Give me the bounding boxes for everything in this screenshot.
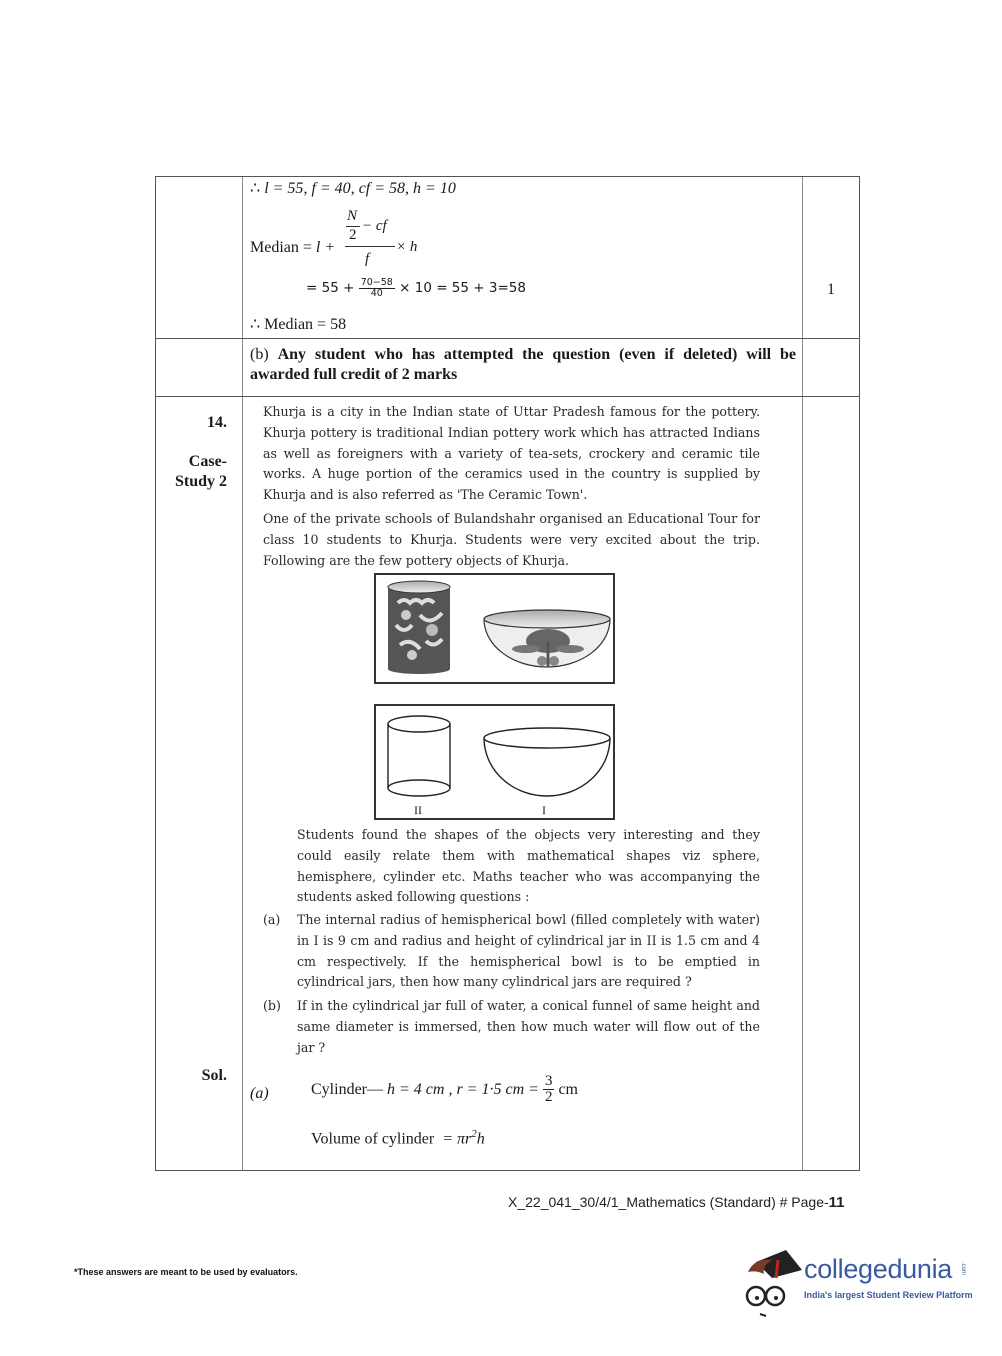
- full-credit-note: [250, 345, 796, 385]
- question-number: 14.: [207, 414, 227, 431]
- fraction-denominator: 40: [370, 287, 383, 299]
- hemisphere-label: I: [542, 803, 546, 817]
- given-l: l = 55: [264, 180, 304, 197]
- formula-numerator-n: [347, 208, 357, 225]
- pottery-photo-illustration: [376, 575, 613, 682]
- volume-exponent: 2: [471, 1128, 477, 1140]
- n-symbol: N: [347, 208, 358, 224]
- part-b-text: [297, 996, 760, 1058]
- brand-name: collegedunia: [804, 1254, 953, 1284]
- volume-label: Volume of cylinder: [311, 1130, 435, 1148]
- question-type: [160, 452, 227, 492]
- times-h: × h: [396, 239, 418, 255]
- therefore-symbol: ∴: [250, 180, 261, 197]
- question-type-line1: Case-: [188, 453, 227, 470]
- para1-text: Khurja is a city in the Indian state of Uttar Pradesh famous for the pottery. Khurja pottery is traditional Indian pottery work which has attracted Indians as well as foreigners with a variety of tea-sets, crockery and ceramic tile works. A huge portion of the ceramics used in the country is supplied by Khurja and is also referred as 'The Ceramic Town'.: [263, 404, 760, 503]
- document-id: [508, 1194, 845, 1211]
- radius-fraction-num: 3: [544, 1073, 553, 1089]
- formula-numerator-two: [349, 227, 357, 244]
- evaluator-disclaimer: *These answers are meant to be used by evaluators.: [74, 1267, 298, 1277]
- cylinder-label: II: [414, 803, 422, 817]
- case-study-para3: [297, 825, 760, 908]
- solution-label: Sol.: [201, 1067, 227, 1084]
- two-symbol: 2: [349, 227, 357, 243]
- question-type-line2: Study 2: [174, 473, 227, 490]
- minus-cf: − cf: [362, 218, 387, 234]
- mascot-icon: [742, 1248, 804, 1320]
- f-symbol: f: [365, 251, 370, 267]
- case-study-para1: [263, 402, 760, 506]
- row-divider-1: [156, 338, 859, 339]
- note-text: Any student who has attempted the question (even if deleted) will be awarded full credit of 2 marks: [250, 346, 797, 383]
- fraction-numerator: 70−58: [360, 277, 393, 288]
- radius-fraction-den: 2: [544, 1089, 553, 1105]
- given-f: f = 40: [311, 180, 351, 197]
- formula-times-h: [396, 239, 417, 256]
- part-a-text: [297, 910, 760, 993]
- formula-minus-cf: [362, 218, 387, 235]
- page-number: 11: [828, 1194, 845, 1211]
- solution-line1: [311, 1074, 578, 1105]
- solution-part-label: (a): [250, 1085, 269, 1102]
- median-substitution: [306, 278, 526, 298]
- cylinder-height: h = 4 cm ,: [387, 1080, 453, 1098]
- shapes-diagram-figure: [374, 704, 615, 820]
- hemisphere-outline-icon: [484, 728, 610, 796]
- median-givens: ∴ l = 55, f = 40, cf = 58, h = 10: [250, 180, 456, 197]
- part-a-label: (a): [263, 912, 281, 927]
- decorated-bowl-icon: [484, 610, 610, 667]
- median-label: Median =: [250, 239, 316, 256]
- cylinder-prefix: Cylinder—: [311, 1080, 383, 1098]
- median-conclusion: ∴ Median = 58: [250, 316, 347, 333]
- brand-domain: .com: [960, 1262, 966, 1276]
- part-b-question: If in the cylindrical jar full of water, a conical funnel of same height and same diameter is immersed, then how much water will flow out of the jar ?: [297, 998, 760, 1055]
- formula-denominator: [365, 251, 369, 268]
- volume-formula: = πr: [442, 1130, 472, 1148]
- main-fraction-bar: [345, 246, 395, 247]
- cylinder-radius: r = 1·5 cm =: [456, 1080, 539, 1098]
- radius-unit: cm: [558, 1080, 578, 1098]
- marks-value: 1: [827, 281, 835, 298]
- formula-l: l +: [315, 239, 336, 256]
- case-study-para2: [263, 509, 760, 571]
- given-h: h = 10: [413, 180, 456, 197]
- decorated-jar-icon: [388, 581, 450, 674]
- column-divider-2: [802, 177, 803, 1170]
- substitution-suffix: × 10 = 55 + 3=58: [399, 280, 526, 296]
- volume-h: h: [476, 1130, 485, 1148]
- brand-tagline: India's largest Student Review Platform: [804, 1290, 973, 1300]
- document-id-text: X_22_041_30/4/1_Mathematics (Standard) # Page-: [508, 1194, 829, 1210]
- part-b-label: (b): [263, 998, 281, 1013]
- part-a-question: The internal radius of hemispherical bowl (filled completely with water) in I is 9 cm and radius and height of cylindrical jar in II is 1.5 cm and 4 cm respectively. If the hemispherical bowl is to be emptied in cylindrical jars, then how many cylindrical jars are required ?: [297, 912, 760, 990]
- para3-text: Students found the shapes of the objects very interesting and they could easily relate them with mathematical shapes viz sphere, hemisphere, cylinder etc. Maths teacher who was accompanying the students asked following questions :: [297, 827, 760, 905]
- substitution-fraction: [359, 278, 395, 298]
- shapes-diagram-illustration: [376, 706, 613, 818]
- given-cf: cf = 58: [358, 180, 406, 197]
- solution-line2: [311, 1128, 485, 1148]
- cylinder-outline-icon: [388, 716, 450, 796]
- radius-fraction: [543, 1074, 555, 1105]
- row-divider-2: [156, 396, 859, 397]
- column-divider-1: [242, 177, 243, 1170]
- note-part-label: (b): [250, 346, 269, 363]
- substitution-prefix: = 55 +: [306, 280, 355, 296]
- para2-text: One of the private schools of Bulandshahr organised an Educational Tour for class 10 students to Khurja. Students were very excited about the trip. Following are the few pottery objects of Khurja.: [263, 511, 760, 568]
- pottery-photo-figure: [374, 573, 615, 684]
- collegedunia-logo: [742, 1248, 972, 1318]
- median-formula-label: [250, 239, 335, 257]
